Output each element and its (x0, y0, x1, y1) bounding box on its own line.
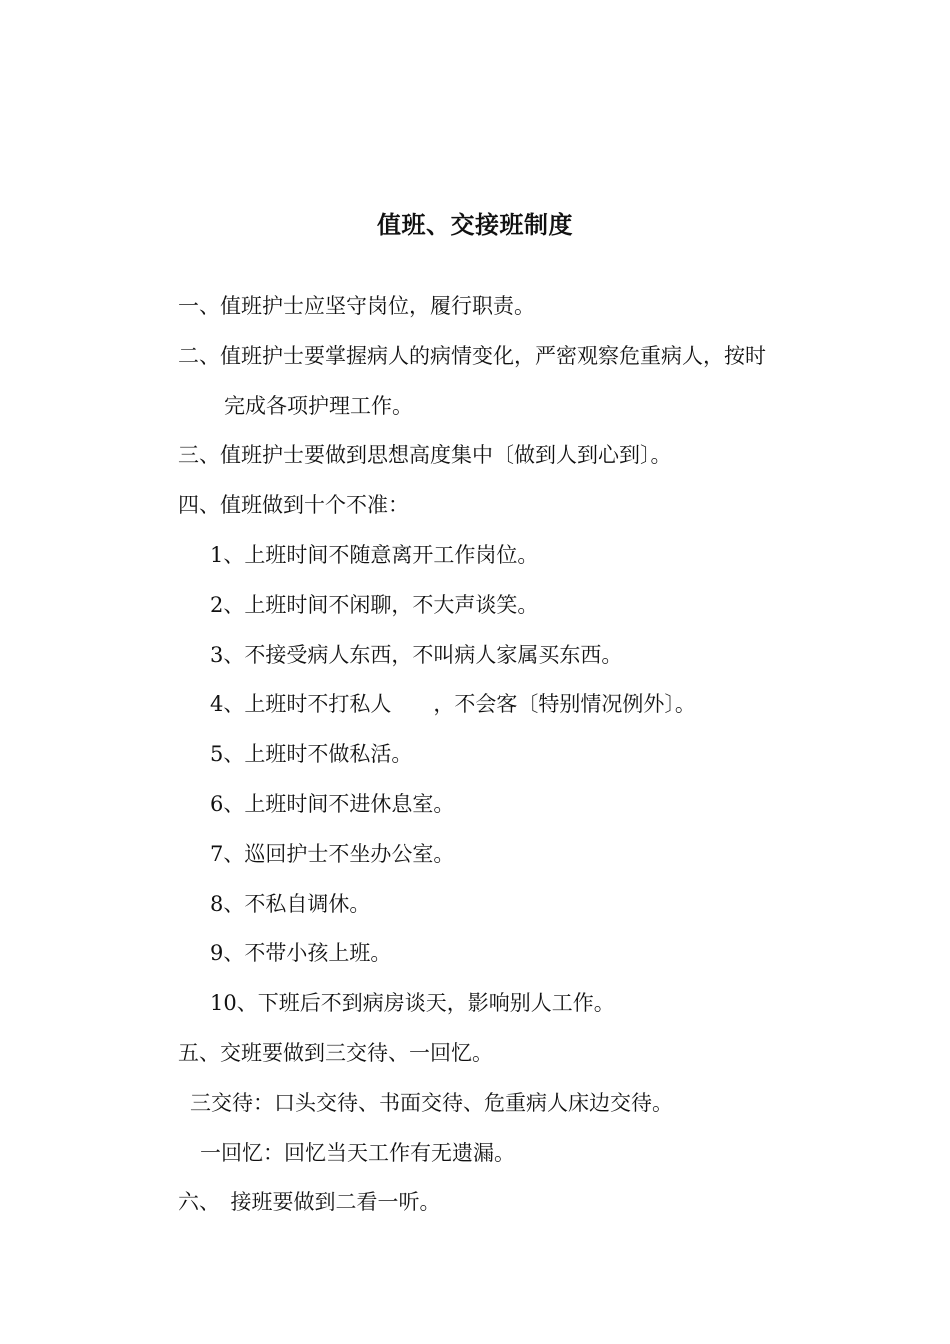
rule-5-three-handovers: 三交待：口头交待、书面交待、危重病人床边交待。 (190, 1090, 673, 1115)
rule-5-one-recall: 一回忆：回忆当天工作有无遗漏。 (200, 1140, 515, 1165)
rule-6: 六、 接班要做到二看一听。 (178, 1190, 441, 1215)
document-title: 值班、交接班制度 (377, 210, 573, 239)
rule-4-item-8: 8、不私自调休。 (210, 891, 371, 916)
rule-3: 三、值班护士要做到思想高度集中〔做到人到心到〕。 (178, 443, 672, 468)
rule-5: 五、交班要做到三交待、一回忆。 (178, 1040, 493, 1065)
rule-2-continued: 完成各项护理工作。 (224, 393, 413, 418)
rule-4-item-5: 5、上班时不做私活。 (210, 742, 413, 767)
rule-4-item-4: 4、上班时不打私人 ，不会客〔特别情况例外〕。 (210, 692, 696, 717)
rule-4-item-10: 10、下班后不到病房谈天，影响别人工作。 (210, 991, 615, 1016)
rule-4-item-1: 1、上班时间不随意离开工作岗位。 (210, 542, 539, 567)
rule-4-item-9: 9、不带小孩上班。 (210, 941, 392, 966)
rule-4: 四、值班做到十个不准： (178, 493, 409, 518)
rule-4-item-3: 3、不接受病人东西，不叫病人家属买东西。 (210, 642, 623, 667)
rule-4-item-2: 2、上班时间不闲聊，不大声谈笑。 (210, 592, 539, 617)
rule-4-item-6: 6、上班时间不进休息室。 (210, 791, 455, 816)
rule-2: 二、值班护士要掌握病人的病情变化，严密观察危重病人，按时 (178, 343, 766, 368)
rule-1: 一、值班护士应坚守岗位，履行职责。 (178, 294, 535, 318)
rule-4-item-7: 7、巡回护士不坐办公室。 (210, 841, 455, 866)
document-body (178, 282, 818, 1228)
